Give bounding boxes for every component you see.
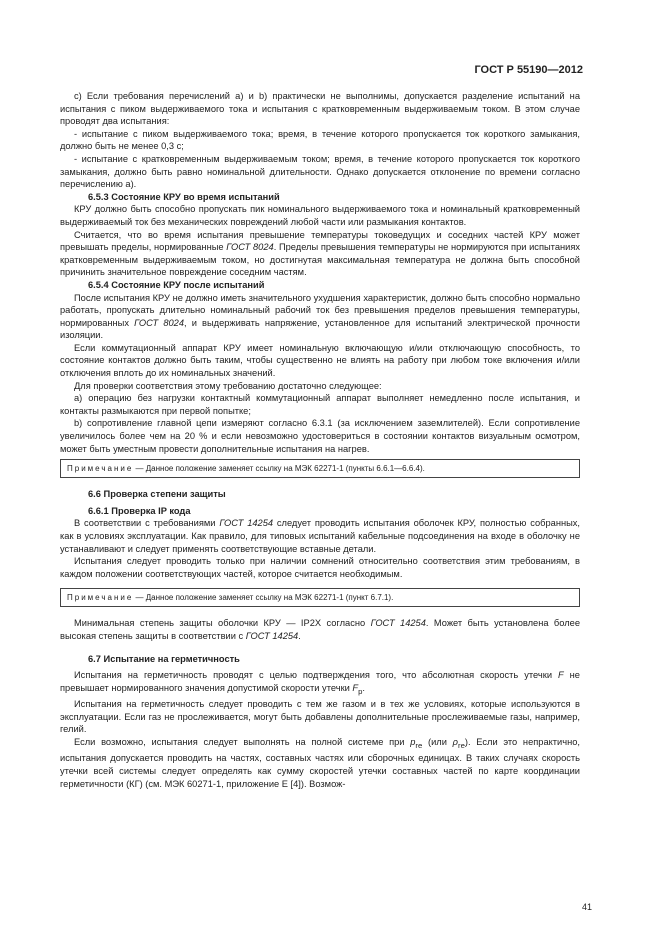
document-header: ГОСТ Р 55190—2012 (474, 64, 583, 76)
paragraph-c: c) Если требования перечислений a) и b) практически не выполнимы, допускается разделение испытаний на испытания с пиком выдерживаемого тока и испытания с кратковременным выдерживаемым током. В этом случае проводят два испытания: (60, 91, 580, 127)
note-label: Примечание (67, 593, 134, 603)
paragraph-653a: КРУ должно быть способно пропускать пик номинального выдерживаемого тока и номинальный кратковременный выдерживаемый ток без механических повреждений любой части или размыкания контактов. (60, 204, 580, 227)
paragraph-67b: Испытания на герметичность следует проводить с тем же газом и в тех же условиях, которые используются в эксплуатации. Если газ не прослеживается, могут быть добавлены дополнительные прослеживаемые газы, например, гелий. (60, 699, 580, 735)
paragraph-661b: Испытания следует проводить только при наличии сомнений относительно соответствия этим требованиям, в каждом положении соответствующих частей, которое считается необходимым. (60, 556, 580, 579)
paragraph-c2: - испытание с кратковременным выдерживаемым током; время, в течение которого пропускается ток короткого замыкания, должно быть равно номинальной длительности. Однако допускается отклонение по времени согласно перечислению a). (60, 153, 580, 190)
paragraph-c1: - испытание с пиком выдерживаемого тока; время, в течение которого пропускается ток короткого замыкания, должно быть не менее 0,3 с; (60, 128, 580, 152)
section-heading-6-6: 6.6 Проверка степени защиты (88, 489, 226, 500)
section-heading-6-7: 6.7 Испытание на герметичность (88, 653, 240, 664)
note-box-1: Примечание — Данное положение заменяет ссылку на МЭК 62271-1 (пункты 6.6.1—6.6.4). (60, 459, 580, 478)
gost-reference: ГОСТ 14254 (245, 630, 299, 641)
paragraph-654d: a) операцию без нагрузки контактный коммутационный аппарат выполняет немедленно после испытания, и контакты размыкаются при первой попытке; (60, 393, 580, 416)
page-number: 41 (581, 902, 592, 912)
paragraph-67a: Испытания на герметичность проводят с целью подтверждения того, что абсолютная скорость утечки F не превышает нормированного значения допустимой скорости утечки $F_p$. (60, 670, 580, 696)
paragraph-653b: Считается, что во время испытания превышение температуры токоведущих и соседних частей КРУ может превышать пределы, нормированные ГОСТ 8024. Пределы превышения температуры не нормируются при испытаниях кратковременным выдерживаемым током, но достигнутая максимальная температура не должна быть способной причинить значительное повреждение соседним частям. (60, 229, 580, 278)
paragraph-654e: b) сопротивление главной цепи измеряют согласно 6.3.1 (за исключением заземлителей). Если сопротивление увеличилось более чем на 20 % и если невозможно удостовериться в состоянии контактов визуальным осмотром, может быть уместным провести дополнительные испытания на нагрев. (60, 418, 580, 454)
gost-reference: ГОСТ 8024 (134, 317, 185, 328)
gost-reference: ГОСТ 14254 (219, 518, 274, 529)
note-box-2: Примечание — Данное положение заменяет ссылку на МЭК 62271-1 (пункт 6.7.1). (60, 588, 580, 607)
paragraph-654c: Для проверки соответствия этому требованию достаточно следующее: (74, 380, 382, 391)
section-heading-6-5-4: 6.5.4 Состояние КРУ после испытаний (88, 279, 265, 290)
paragraph-67c: Если возможно, испытания следует выполнять на полной системе при $p_{re}$ (или $\rho_{re}$). Если это непрактично, испытания допускается проводить на частях, составных частях или сборочных единицах. В таких случаях скорость утечки всей системы следует определять как сумму скоростей утечки составных частей по карте координации герметичности (КГ) (см. МЭК 60271-1, приложение Е [4]). Возмож- (60, 736, 580, 789)
paragraph-654b: Если коммутационный аппарат КРУ имеет номинальную включающую и/или отключающую способность, то состояние контактов должно быть таким, чтобы существенно не влиять на работу при любом токе включения и/или отключения вплоть до их номинальных значений. (60, 342, 580, 379)
page-content (60, 90, 580, 790)
paragraph-661a: В соответствии с требованиями ГОСТ 14254 следует проводить испытания оболочек КРУ, полностью собранных, как в условиях эксплуатации. Как правило, для типовых испытаний кабельные подсоединения на входе в оболочку не устанавливают и следует применять соответствующие вставные детали. (60, 518, 580, 554)
section-heading-6-6-1: 6.6.1 Проверка IP кода (88, 505, 191, 516)
gost-reference: ГОСТ 14254 (370, 618, 426, 629)
gost-reference: ГОСТ 8024 (226, 242, 274, 253)
paragraph-661c: Минимальная степень защиты оболочки КРУ — IP2X согласно ГОСТ 14254. Может быть установлена более высокая степень защиты в соответствии с ГОСТ 14254. (60, 618, 580, 641)
paragraph-654a: После испытания КРУ не должно иметь значительного ухудшения характеристик, должно быть способно нормально работать, пропускать длительно номинальный рабочий ток без превышения пределов превышения температуры, нормированных ГОСТ 8024, и выдерживать напряжение, установленное для испытаний электрической прочности изоляции. (60, 292, 580, 341)
note-label: Примечание (67, 464, 134, 474)
section-heading-6-5-3: 6.5.3 Состояние КРУ во время испытаний (88, 191, 280, 202)
